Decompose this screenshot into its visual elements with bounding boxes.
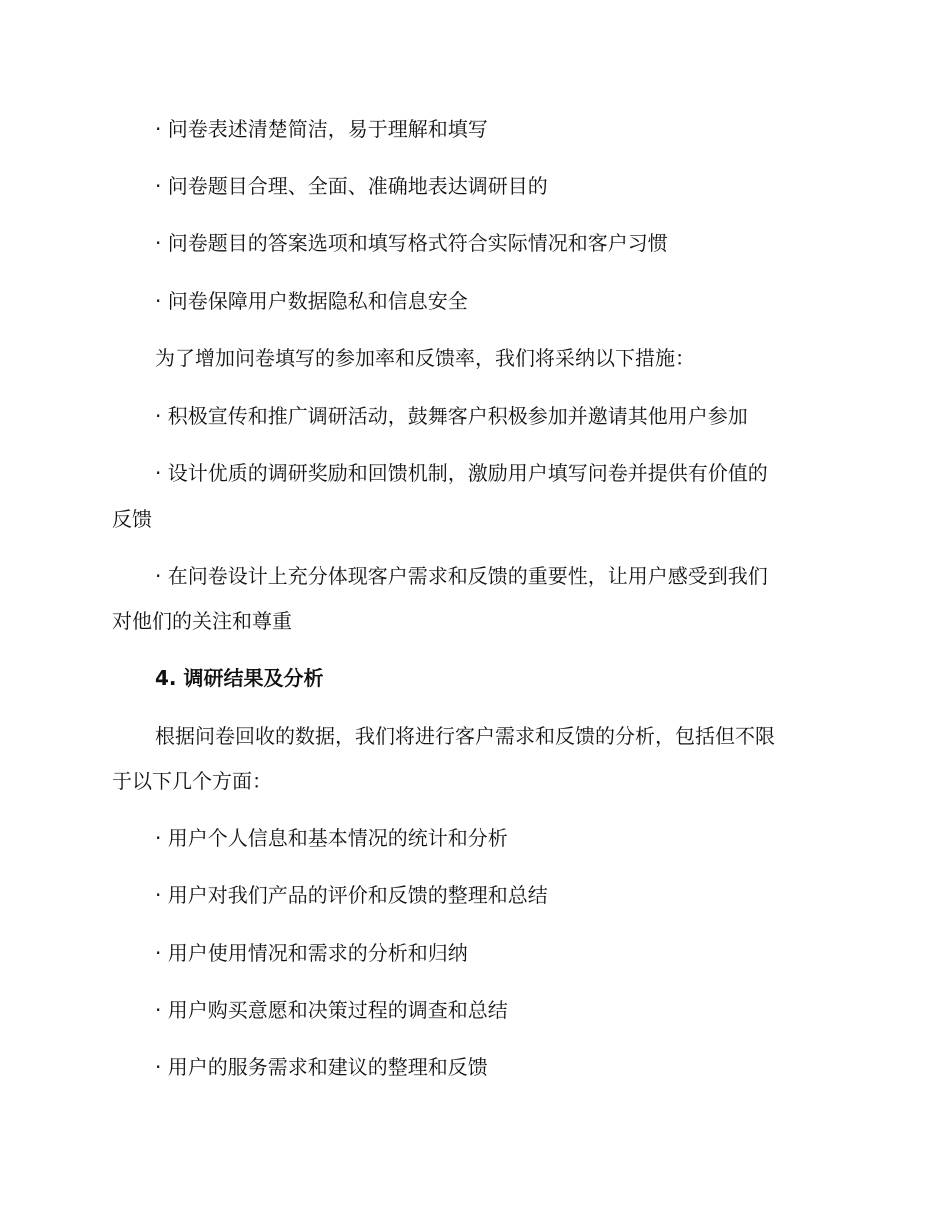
list-item: · 问卷题目合理、全面、准确地表达调研目的 <box>155 174 548 198</box>
list-item: · 用户的服务需求和建议的整理和反馈 <box>155 1055 488 1079</box>
paragraph-measures: 为了增加问卷填写的参加率和反馈率，我们将采纳以下措施： <box>155 346 695 370</box>
list-item: · 问卷题目的答案选项和填写格式符合实际情况和客户习惯 <box>155 231 668 255</box>
list-item: · 用户使用情况和需求的分析和归纳 <box>155 941 468 965</box>
list-item: · 设计优质的调研奖励和回馈机制，激励用户填写问卷并提供有价值的 <box>155 461 768 485</box>
list-item-continuation: 反馈 <box>112 507 152 531</box>
list-item: · 积极宣传和推广调研活动，鼓舞客户积极参加并邀请其他用户参加 <box>155 404 748 428</box>
paragraph-analysis: 根据问卷回收的数据，我们将进行客户需求和反馈的分析，包括但不限 <box>155 724 775 748</box>
list-item: · 用户对我们产品的评价和反馈的整理和总结 <box>155 883 548 907</box>
list-item: · 问卷保障用户数据隐私和信息安全 <box>155 289 468 313</box>
paragraph-analysis-continuation: 于以下几个方面： <box>112 769 272 793</box>
list-item: · 用户个人信息和基本情况的统计和分析 <box>155 826 508 850</box>
list-item: · 用户购买意愿和决策过程的调查和总结 <box>155 998 508 1022</box>
list-item: · 在问卷设计上充分体现客户需求和反馈的重要性，让用户感受到我们 <box>155 564 768 588</box>
list-item: · 问卷表述清楚简洁，易于理解和填写 <box>155 117 488 141</box>
section-heading: 4. 调研结果及分析 <box>155 666 324 690</box>
list-item-continuation: 对他们的关注和尊重 <box>112 609 292 633</box>
